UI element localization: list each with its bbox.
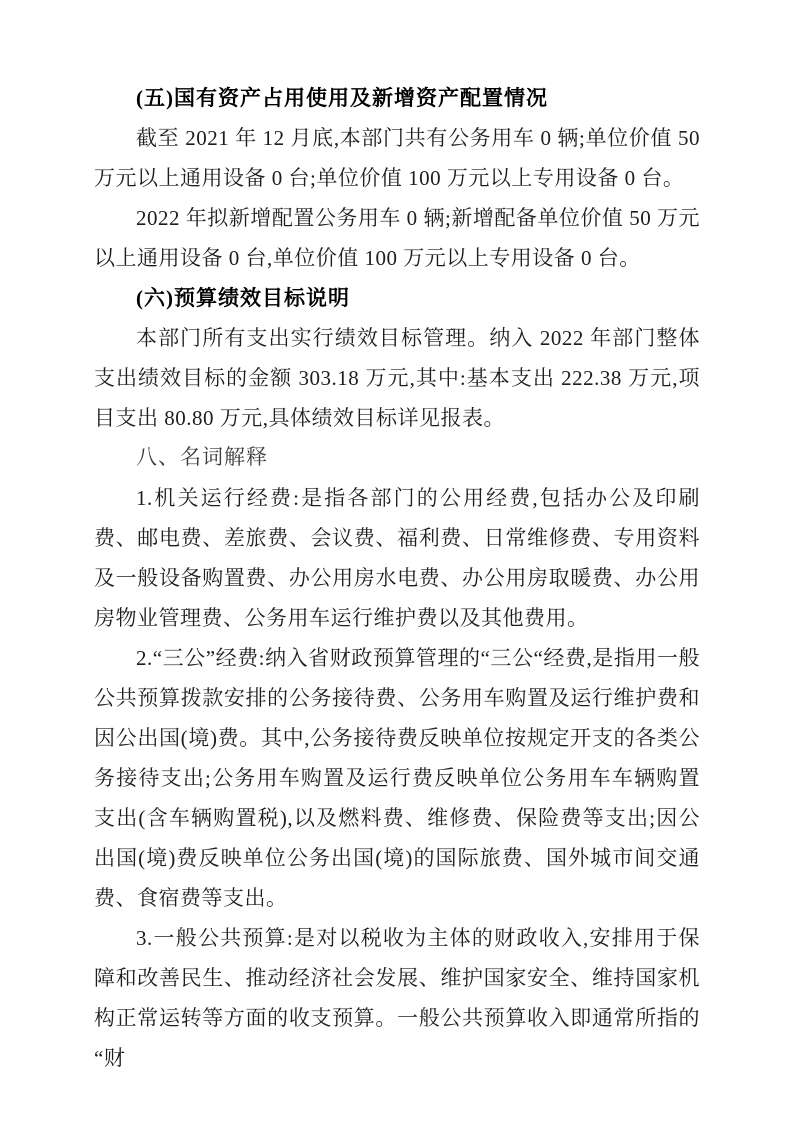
section-heading: 八、名词解释 xyxy=(136,446,268,469)
paragraph: 本部门所有支出实行绩效目标管理。纳入 2022 年部门整体支出绩效目标的金额 303.18 万元,其中:基本支出 222.38 万元,项目支出 80.80 万元,具体绩效目标详见报表。 xyxy=(94,326,700,430)
paragraph: 2022 年拟新增配置公务用车 0 辆;新增配备单位价值 50 万元以上通用设备 0 台,单位价值 100 万元以上专用设备 0 台。 xyxy=(94,206,700,270)
section-heading: (六)预算绩效目标说明 xyxy=(136,286,350,310)
section-heading: (五)国有资产占用使用及新增资产配置情况 xyxy=(136,86,548,110)
paragraph: 2.“三公”经费:纳入省财政预算管理的“三公“经费,是指用一般公共预算拨款安排的公务接待费、公务用车购置及运行维护费和因公出国(境)费。其中,公务接待费反映单位按规定开支的各类公务接待支出;公务用车购置及运行费反映单位公务用车车辆购置支出(含车辆购置税),以及燃料费、维修费、保险费等支出;因公出国(境)费反映单位公务出国(境)的国际旅费、国外城市间交通费、食宿费等支出。 xyxy=(94,646,700,910)
paragraph: 1.机关运行经费:是指各部门的公用经费,包括办公及印刷费、邮电费、差旅费、会议费、福利费、日常维修费、专用资料及一般设备购置费、办公用房水电费、办公用房取暖费、办公用房物业管理费、公务用车运行维护费以及其他费用。 xyxy=(94,486,700,630)
document-body xyxy=(94,78,700,1078)
paragraph: 3.一般公共预算:是对以税收为主体的财政收入,安排用于保障和改善民生、推动经济社会发展、维护国家安全、维持国家机构正常运转等方面的收支预算。一般公共预算收入即通常所指的“财 xyxy=(94,926,700,1070)
paragraph: 截至 2021 年 12 月底,本部门共有公务用车 0 辆;单位价值 50 万元以上通用设备 0 台;单位价值 100 万元以上专用设备 0 台。 xyxy=(94,126,700,190)
